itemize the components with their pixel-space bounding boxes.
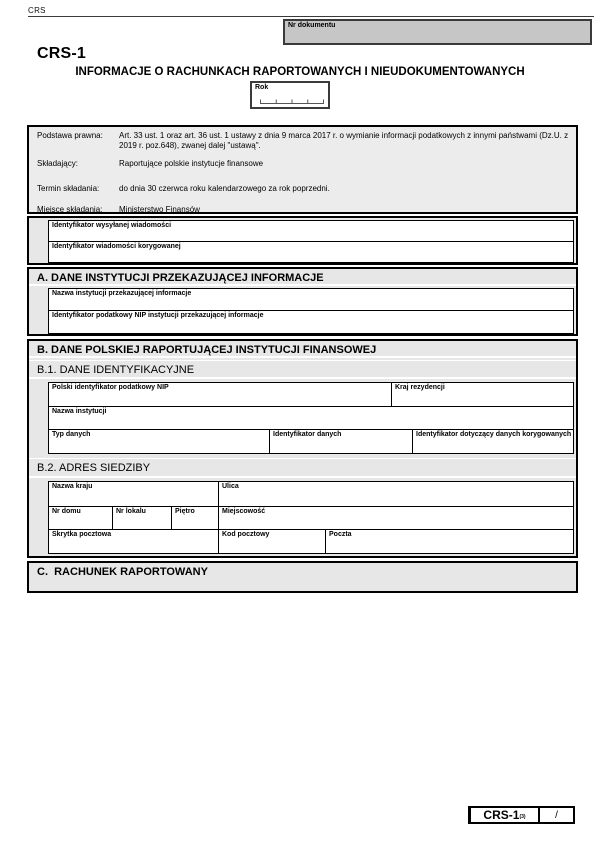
year-field[interactable] bbox=[250, 81, 330, 109]
section-b2-header bbox=[29, 458, 576, 478]
field-label: Ulica bbox=[222, 483, 239, 490]
legal-row bbox=[37, 205, 569, 215]
field-label: Kraj rezydencji bbox=[395, 384, 445, 391]
field-floor[interactable] bbox=[171, 506, 219, 530]
b1-row-data-ids bbox=[48, 429, 574, 454]
section-a-box bbox=[27, 267, 578, 336]
b1-row-name bbox=[48, 406, 574, 430]
field-label: Kod pocztowy bbox=[222, 531, 270, 538]
field-postal-code[interactable] bbox=[218, 529, 326, 554]
field-country-name[interactable] bbox=[48, 481, 219, 507]
field-label: Piętro bbox=[175, 508, 195, 515]
form-title: INFORMACJE O RACHUNKACH RAPORTOWANYCH I NIEUDOKUMENTOWANYCH bbox=[75, 66, 525, 78]
field-label: Identyfikator wysyłanej wiadomości bbox=[52, 222, 172, 229]
field-label: Identyfikator dotyczący danych korygowanych bbox=[416, 431, 572, 438]
field-label: Typ danych bbox=[52, 431, 91, 438]
section-b1-header-text: B.1. DANE IDENTYFIKACYJNE bbox=[37, 364, 195, 376]
footer-form-code-text: CRS-1 bbox=[483, 808, 520, 822]
field-label: Miejscowość bbox=[222, 508, 266, 515]
b1-row-nip bbox=[48, 382, 574, 407]
section-b-header bbox=[29, 341, 576, 358]
legal-row bbox=[37, 131, 569, 151]
field-street[interactable] bbox=[218, 481, 574, 507]
legal-label: Składający: bbox=[37, 159, 78, 168]
b2-row-country-street bbox=[48, 481, 574, 507]
legal-label: Podstawa prawna: bbox=[37, 131, 103, 140]
page-header-code: CRS bbox=[28, 6, 46, 15]
field-corrected-message-id[interactable] bbox=[48, 241, 574, 263]
legal-basis-box bbox=[27, 125, 578, 214]
field-data-type[interactable] bbox=[48, 429, 270, 454]
section-c-header bbox=[29, 563, 576, 580]
field-sender-institution-name[interactable] bbox=[48, 288, 574, 311]
field-house-number[interactable] bbox=[48, 506, 113, 530]
section-c-box bbox=[27, 561, 578, 593]
field-sender-institution-nip[interactable] bbox=[48, 310, 574, 334]
field-residence-country[interactable] bbox=[391, 382, 574, 407]
header-rule bbox=[28, 16, 594, 17]
field-corrected-data-id[interactable] bbox=[412, 429, 574, 454]
field-polish-nip[interactable] bbox=[48, 382, 392, 407]
footer-box bbox=[468, 806, 575, 824]
legal-label: Miejsce składania: bbox=[37, 205, 103, 214]
field-flat-number[interactable] bbox=[112, 506, 172, 530]
legal-value: Art. 33 ust. 1 oraz art. 36 ust. 1 ustawy z dnia 9 marca 2017 r. o wymianie informacji podatkowych z innymi państwami (Dz.U. z 2019 r. poz.648), zwanej dalej "ustawą". bbox=[119, 131, 569, 150]
section-c-header-text: C. RACHUNEK RAPORTOWANY bbox=[37, 566, 208, 578]
form-code-title: CRS-1 bbox=[37, 45, 87, 62]
field-label: Nazwa kraju bbox=[52, 483, 93, 490]
section-a-header-text: A. DANE INSTYTUCJI PRZEKAZUJĄCEJ INFORMACJE bbox=[37, 272, 324, 284]
year-label: Rok bbox=[255, 84, 269, 91]
legal-value: Raportujące polskie instytucje finansowe bbox=[119, 159, 264, 168]
legal-row bbox=[37, 184, 569, 194]
field-label: Identyfikator danych bbox=[273, 431, 342, 438]
b2-row-postal bbox=[48, 529, 574, 554]
field-label: Poczta bbox=[329, 531, 352, 538]
section-b-box bbox=[27, 339, 578, 558]
section-b2-header-text: B.2. ADRES SIEDZIBY bbox=[37, 462, 151, 474]
footer-page-separator: / bbox=[555, 809, 558, 821]
field-label: Nr domu bbox=[52, 508, 81, 515]
b2-row-house-city bbox=[48, 506, 574, 530]
legal-value: do dnia 30 czerwca roku kalendarzowego za rok poprzedni. bbox=[119, 184, 330, 193]
section-b-header-text: B. DANE POLSKIEJ RAPORTUJĄCEJ INSTYTUCJI FINANSOWEJ bbox=[37, 344, 377, 356]
document-number-label: Nr dokumentu bbox=[288, 22, 336, 29]
footer-form-code bbox=[471, 808, 540, 822]
footer-page-number-field[interactable] bbox=[540, 808, 573, 822]
field-label: Nazwa instytucji przekazującej informacje bbox=[52, 290, 192, 297]
legal-value: Ministerstwo Finansów bbox=[119, 205, 200, 214]
footer-form-version: (3) bbox=[519, 814, 526, 820]
message-identifiers-box bbox=[27, 216, 578, 265]
field-label: Nr lokalu bbox=[116, 508, 146, 515]
document-number-field[interactable] bbox=[283, 19, 592, 45]
field-label: Identyfikator podatkowy NIP instytucji przekazującej informacje bbox=[52, 312, 264, 319]
field-data-id[interactable] bbox=[269, 429, 413, 454]
field-institution-name[interactable] bbox=[48, 406, 574, 430]
year-comb-icon bbox=[260, 96, 324, 104]
field-label: Skrytka pocztowa bbox=[52, 531, 112, 538]
section-a-header bbox=[29, 269, 576, 286]
legal-label: Termin składania: bbox=[37, 184, 100, 193]
field-po-box[interactable] bbox=[48, 529, 219, 554]
section-b1-header bbox=[29, 360, 576, 379]
field-label: Polski identyfikator podatkowy NIP bbox=[52, 384, 169, 391]
field-post-office[interactable] bbox=[325, 529, 574, 554]
field-label: Identyfikator wiadomości korygowanej bbox=[52, 243, 181, 250]
field-label: Nazwa instytucji bbox=[52, 408, 107, 415]
legal-row bbox=[37, 159, 569, 169]
field-sent-message-id[interactable] bbox=[48, 220, 574, 242]
field-city[interactable] bbox=[218, 506, 574, 530]
